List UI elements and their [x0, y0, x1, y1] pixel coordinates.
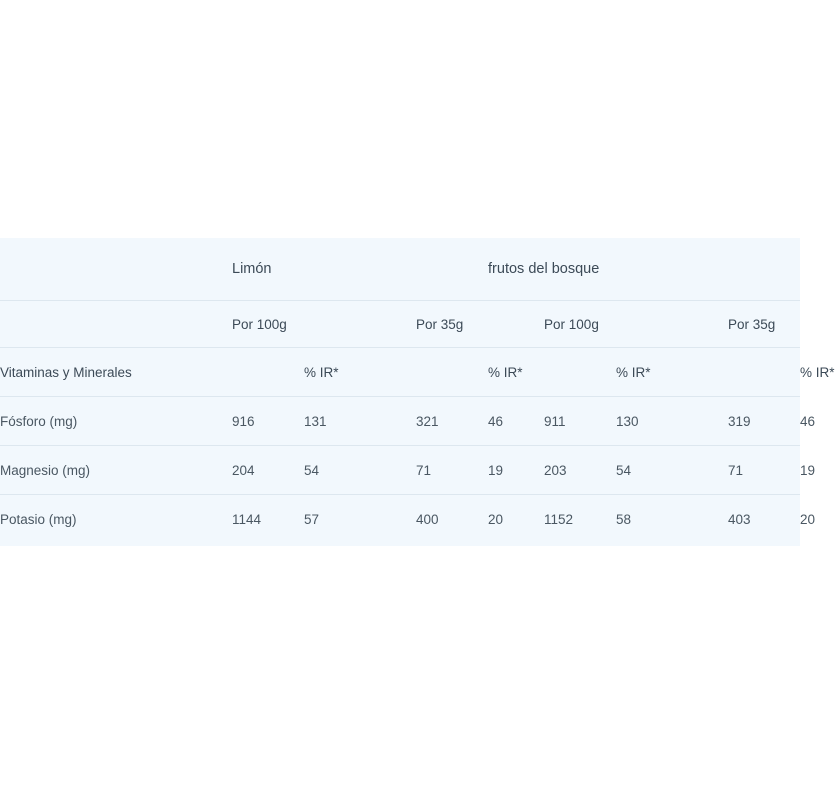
value-limon-35g: 400 — [416, 495, 488, 544]
ir-header-frutos-100g: % IR* — [616, 348, 728, 397]
nutrition-facts-panel — [0, 238, 835, 546]
value-limon-100g-ir: 131 — [304, 397, 416, 446]
value-frutos-35g: 403 — [728, 495, 800, 544]
serving-header-limon-100g: Por 100g — [232, 301, 416, 348]
ir-header-limon-100g: % IR* — [304, 348, 416, 397]
table-row: Potasio (mg) 1144 57 400 20 1152 58 403 20 — [0, 495, 800, 544]
ir-spacer-1 — [232, 348, 304, 397]
value-frutos-100g-ir: 54 — [616, 446, 728, 495]
section-label-vitamins-minerals: Vitaminas y Minerales — [0, 348, 232, 397]
serving-header-frutos-100g: Por 100g — [544, 301, 728, 348]
value-limon-100g-ir: 54 — [304, 446, 416, 495]
value-limon-100g: 204 — [232, 446, 304, 495]
ir-spacer-2 — [416, 348, 488, 397]
nutrition-table — [0, 238, 835, 543]
value-frutos-35g: 71 — [728, 446, 800, 495]
value-limon-35g: 71 — [416, 446, 488, 495]
serving-header-empty — [0, 301, 232, 348]
flavor-header-frutos-del-bosque: frutos del bosque — [488, 261, 600, 277]
nutrient-name: Potasio (mg) — [0, 495, 232, 544]
serving-header-frutos-35g: Por 35g — [728, 301, 800, 348]
table-row-ir-headers: Vitaminas y Minerales % IR* % IR* % IR* % IR* — [0, 348, 800, 397]
ir-header-limon-35g: % IR* — [488, 348, 544, 397]
value-limon-35g-ir: 20 — [488, 495, 544, 544]
table-row-serving-headers — [0, 301, 800, 348]
nutrient-name: Magnesio (mg) — [0, 446, 232, 495]
ir-spacer-3 — [544, 348, 616, 397]
table-row-flavor-headers — [0, 238, 800, 301]
flavor-header-empty — [0, 238, 232, 301]
value-limon-35g-ir: 19 — [488, 446, 544, 495]
value-frutos-100g: 1152 — [544, 495, 616, 544]
value-frutos-100g-ir: 130 — [616, 397, 728, 446]
value-limon-100g-ir: 57 — [304, 495, 416, 544]
value-limon-35g-ir: 46 — [488, 397, 544, 446]
value-limon-35g: 321 — [416, 397, 488, 446]
value-frutos-100g: 203 — [544, 446, 616, 495]
table-row: Magnesio (mg) 204 54 71 19 203 54 71 19 — [0, 446, 800, 495]
value-frutos-35g: 319 — [728, 397, 800, 446]
value-limon-100g: 1144 — [232, 495, 304, 544]
table-row: Fósforo (mg) 916 131 321 46 911 130 319 46 — [0, 397, 800, 446]
ir-spacer-4 — [728, 348, 800, 397]
value-frutos-100g-ir: 58 — [616, 495, 728, 544]
serving-header-limon-35g: Por 35g — [416, 301, 544, 348]
value-limon-100g: 916 — [232, 397, 304, 446]
nutrient-name: Fósforo (mg) — [0, 397, 232, 446]
flavor-header-limon: Limón — [232, 261, 272, 277]
value-frutos-100g: 911 — [544, 397, 616, 446]
